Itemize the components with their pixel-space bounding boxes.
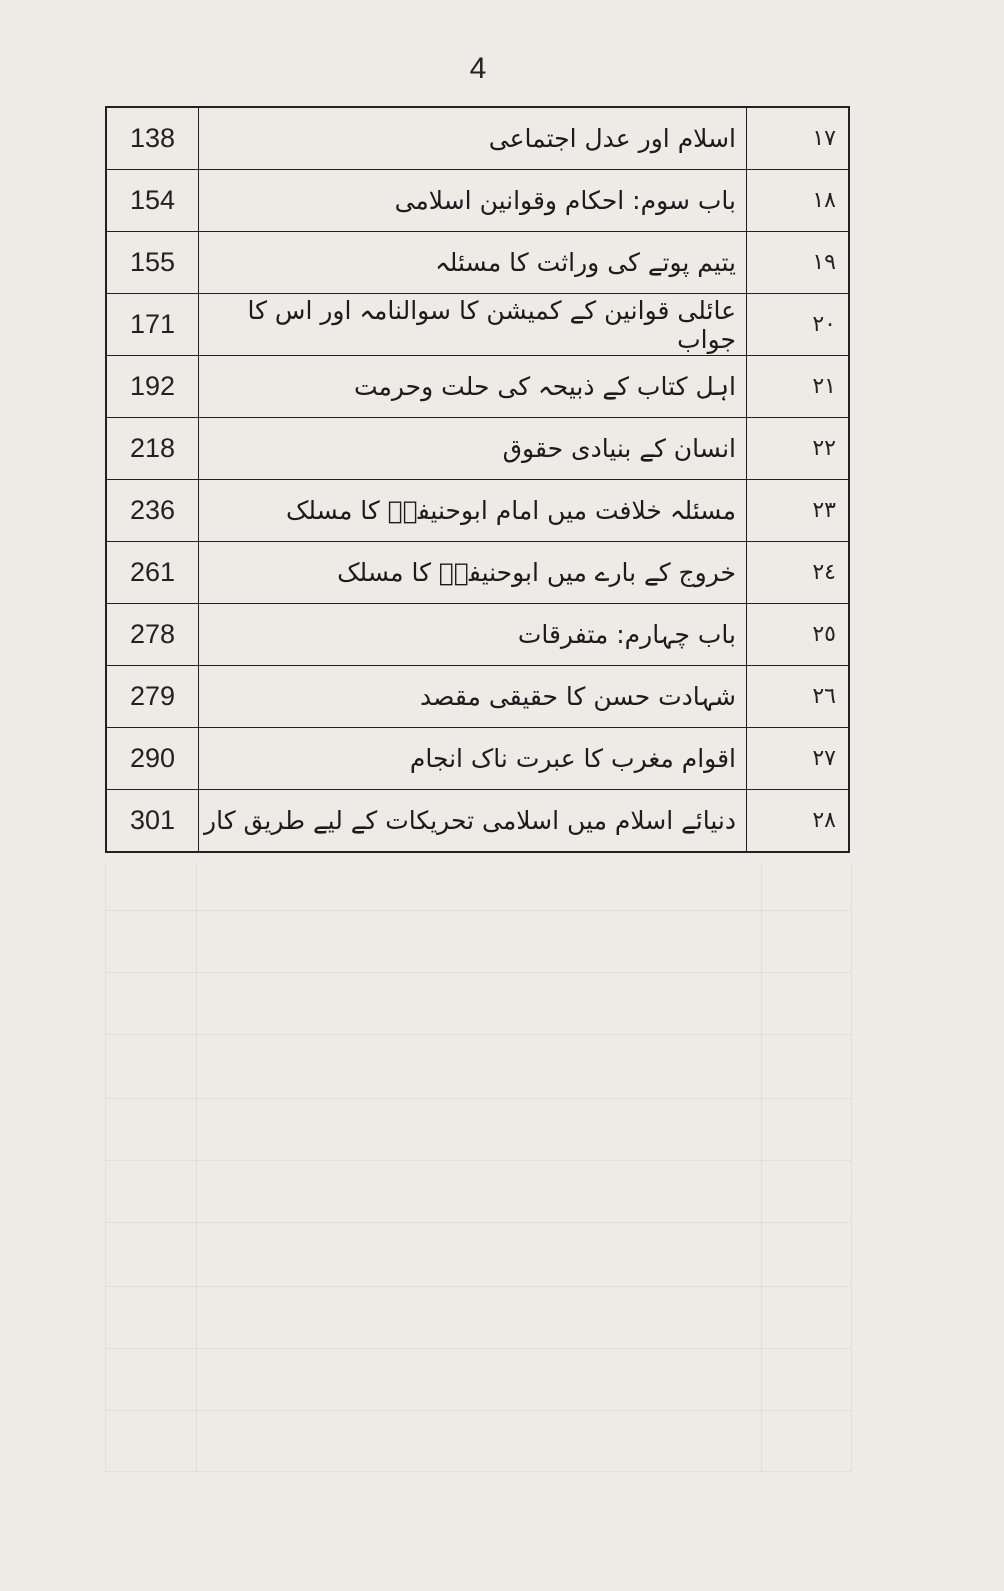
toc-row xyxy=(106,604,849,666)
toc-page-number: 155 xyxy=(106,232,199,294)
toc-entry-number: ٢٠ xyxy=(747,294,850,356)
toc-entry-number: ٢٣ xyxy=(747,480,850,542)
toc-entry-number: ٢١ xyxy=(747,356,850,418)
toc-page-number: 192 xyxy=(106,356,199,418)
toc-entry-title: یتیم پوتے کی وراثت کا مسئلہ xyxy=(199,232,747,294)
toc-row xyxy=(106,666,849,728)
toc-page-number: 218 xyxy=(106,418,199,480)
toc-page-number: 279 xyxy=(106,666,199,728)
toc-entry-title: مسئلہ خلافت میں امام ابوحنیفہؒ کا مسلک xyxy=(199,480,747,542)
toc-row xyxy=(106,232,849,294)
toc-row xyxy=(106,294,849,356)
toc-entry-title: خروج کے بارے میں ابوحنیفہؒ کا مسلک xyxy=(199,542,747,604)
toc-entry-title: شہادت حسن کا حقیقی مقصد xyxy=(199,666,747,728)
toc-entry-title: اقوام مغرب کا عبرت ناک انجام xyxy=(199,728,747,790)
toc-page-number: 261 xyxy=(106,542,199,604)
toc-row xyxy=(106,170,849,232)
toc-entry-number: ٢٦ xyxy=(747,666,850,728)
toc-entry-number: ٢٢ xyxy=(747,418,850,480)
toc-page-number: 138 xyxy=(106,107,199,170)
toc-row xyxy=(106,728,849,790)
table-of-contents xyxy=(105,106,850,853)
toc-row xyxy=(106,542,849,604)
toc-entry-title: باب چہارم: متفرقات xyxy=(199,604,747,666)
toc-entry-number: ٢٤ xyxy=(747,542,850,604)
toc-entry-number: ٢٥ xyxy=(747,604,850,666)
toc-entry-title: اسلام اور عدل اجتماعی xyxy=(199,107,747,170)
toc-entry-title: اہل کتاب کے ذبیحہ کی حلت وحرمت xyxy=(199,356,747,418)
toc-entry-title: عائلی قوانین کے کمیشن کا سوالنامہ اور اس کا جواب xyxy=(199,294,747,356)
toc-entry-number: ٢٨ xyxy=(747,790,850,853)
toc-row xyxy=(106,480,849,542)
toc-entry-title: باب سوم: احکام وقوانین اسلامی xyxy=(199,170,747,232)
toc-page-number: 171 xyxy=(106,294,199,356)
toc-entry-number: ٢٧ xyxy=(747,728,850,790)
toc-entry-number: ١٧ xyxy=(747,107,850,170)
toc-row xyxy=(106,356,849,418)
toc-entry-number: ١٩ xyxy=(747,232,850,294)
toc-page-number: 301 xyxy=(106,790,199,853)
toc-body xyxy=(106,107,849,852)
page-number: 4 xyxy=(469,52,487,85)
toc-row xyxy=(106,790,849,853)
bleed-through-table xyxy=(105,862,852,1472)
toc-row xyxy=(106,418,849,480)
toc-page-number: 278 xyxy=(106,604,199,666)
toc-entry-number: ١٨ xyxy=(747,170,850,232)
toc-entry-title: انسان کے بنیادی حقوق xyxy=(199,418,747,480)
toc-page-number: 290 xyxy=(106,728,199,790)
toc-entry-title: دنیائے اسلام میں اسلامی تحریکات کے لیے طریق کار xyxy=(199,790,747,853)
toc-page-number: 236 xyxy=(106,480,199,542)
toc-row xyxy=(106,107,849,170)
toc-page-number: 154 xyxy=(106,170,199,232)
